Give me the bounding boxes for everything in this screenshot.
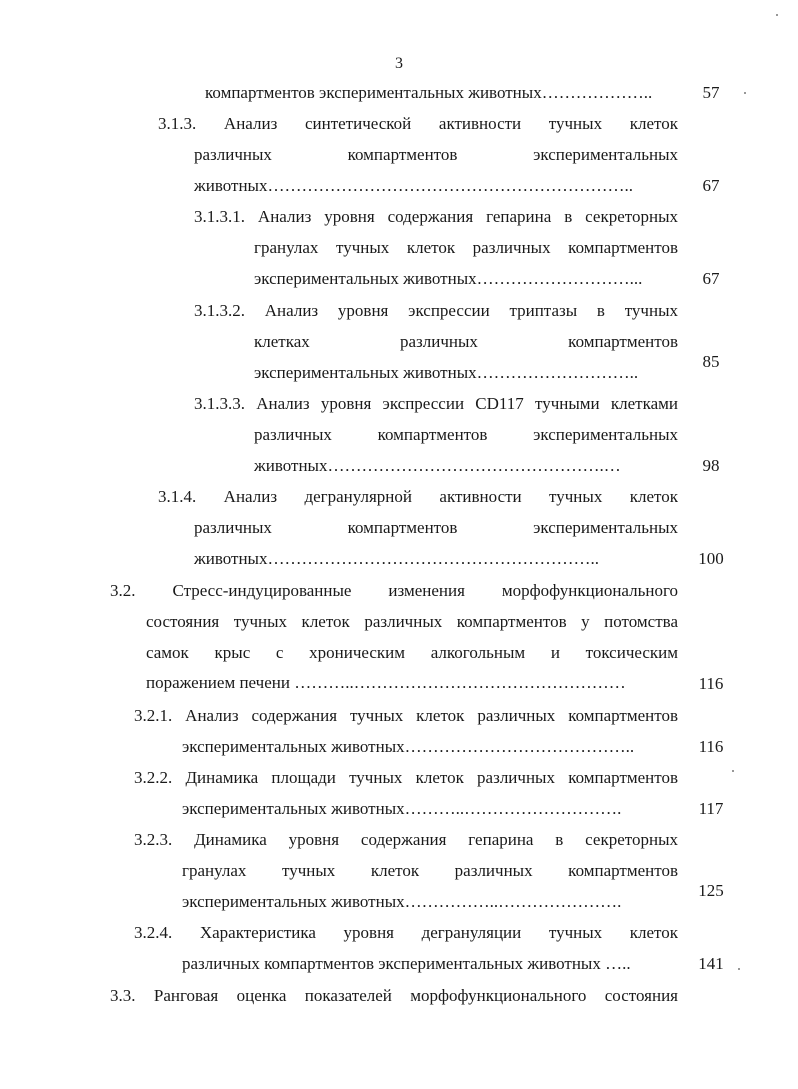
toc-entry-line: 3.2.3. Динамика уровня содержания гепарина в секреторных bbox=[134, 830, 678, 849]
toc-entry bbox=[134, 701, 678, 732]
toc-entry-continuation bbox=[254, 420, 678, 481]
toc-page-number: 116 bbox=[698, 674, 724, 693]
toc-entry-line: экспериментальных животных………………………………….. bbox=[182, 737, 635, 756]
page-number: 3 bbox=[395, 55, 403, 72]
toc-page-number: 67 bbox=[702, 176, 720, 195]
toc-entry-line: самок крыс с хроническим алкогольным и токсическим bbox=[146, 642, 678, 662]
toc-page-number: 67 bbox=[702, 269, 720, 288]
toc-entry bbox=[158, 109, 678, 140]
toc-entry-line: 3.2.2. Динамика площади тучных клеток различных компартментов bbox=[134, 768, 678, 787]
toc-entry-line: различных компартментов экспериментальных животных ….. bbox=[182, 954, 631, 973]
toc-entry bbox=[194, 202, 678, 233]
toc-entry-line: экспериментальных животных………..………………………. bbox=[182, 799, 622, 818]
toc-page-number: 85 bbox=[702, 352, 720, 371]
scan-speck bbox=[744, 92, 746, 94]
toc-entry bbox=[158, 482, 678, 513]
toc-entry-line: 3.3. Ранговая оценка показателей морфофункционального состояния bbox=[110, 986, 678, 1005]
toc-entry-continuation bbox=[182, 949, 678, 980]
toc-page-number: 116 bbox=[698, 737, 724, 756]
toc-entry-line: экспериментальных животных………………………... bbox=[254, 268, 643, 288]
toc-page-number: 141 bbox=[698, 954, 724, 973]
toc-entry-continuation bbox=[194, 513, 678, 574]
toc-entry-line: экспериментальных животных……………………….. bbox=[254, 362, 639, 382]
toc-entry-line: 3.1.3.3. Анализ уровня экспрессии CD117 тучными клетками bbox=[194, 394, 678, 413]
toc-entry bbox=[194, 296, 678, 327]
toc-entry-line: компартментов экспериментальных животных……………….. bbox=[205, 83, 653, 102]
toc-entry bbox=[205, 78, 675, 109]
toc-entry-line: животных………………………………………………….. bbox=[194, 548, 599, 568]
toc-entry-continuation bbox=[182, 856, 678, 917]
toc-entry-line: клетках различных компартментов bbox=[254, 332, 678, 351]
toc-entry bbox=[134, 763, 678, 794]
scan-speck bbox=[738, 968, 740, 970]
toc-entry-line: состояния тучных клеток различных компартментов у потомства bbox=[146, 612, 678, 631]
toc-entry-line: 3.1.4. Анализ дегранулярной активности тучных клеток bbox=[158, 487, 678, 506]
toc-entry-continuation bbox=[146, 607, 678, 699]
toc-entry-line: экспериментальных животных……………..…………………. bbox=[182, 891, 622, 911]
scan-speck bbox=[776, 14, 778, 16]
toc-entry-line: различных компартментов экспериментальных bbox=[254, 425, 678, 444]
toc-entry bbox=[134, 918, 678, 949]
scan-speck bbox=[732, 770, 734, 772]
toc-page-number: 117 bbox=[698, 799, 724, 818]
toc-page-number: 57 bbox=[702, 83, 720, 102]
toc-entry-continuation bbox=[254, 327, 678, 388]
toc-page-number: 100 bbox=[698, 549, 724, 568]
toc-entry-line: 3.1.3.2. Анализ уровня экспрессии триптазы в тучных bbox=[194, 301, 678, 320]
toc-entry-line: 3.1.3.1. Анализ уровня содержания гепарина в секреторных bbox=[194, 207, 678, 226]
toc-entry-line: животных………………………………………….… bbox=[254, 455, 621, 475]
toc-entry bbox=[110, 981, 678, 1012]
toc-entry-line: различных компартментов экспериментальных bbox=[194, 145, 678, 164]
toc-entry-continuation bbox=[182, 732, 678, 763]
toc-entry-line: различных компартментов экспериментальных bbox=[194, 518, 678, 537]
toc-entry-line: поражением печени ………..………………………………………… bbox=[146, 673, 626, 692]
toc-entry-line: 3.2.4. Характеристика уровня дегрануляции тучных клеток bbox=[134, 923, 678, 942]
toc-entry bbox=[194, 389, 678, 420]
toc-entry bbox=[134, 825, 678, 856]
toc-entry-continuation bbox=[194, 140, 678, 201]
toc-entry-line: 3.1.3. Анализ синтетической активности тучных клеток bbox=[158, 114, 678, 133]
toc-entry-line: 3.2. Стресс-индуцированные изменения морфофункционального bbox=[110, 581, 678, 600]
toc-page-number: 125 bbox=[698, 881, 724, 900]
toc-entry-line: 3.2.1. Анализ содержания тучных клеток различных компартментов bbox=[134, 706, 678, 725]
toc-page-number: 98 bbox=[702, 456, 720, 475]
toc-entry-continuation bbox=[254, 233, 678, 294]
toc-entry-line: животных……………………………………………………….. bbox=[194, 175, 633, 195]
toc-entry-continuation bbox=[182, 794, 678, 825]
toc-entry bbox=[110, 576, 678, 607]
toc-entry-line: гранулах тучных клеток различных компартментов bbox=[254, 238, 678, 257]
toc-entry-line: гранулах тучных клеток различных компартментов bbox=[182, 861, 678, 880]
